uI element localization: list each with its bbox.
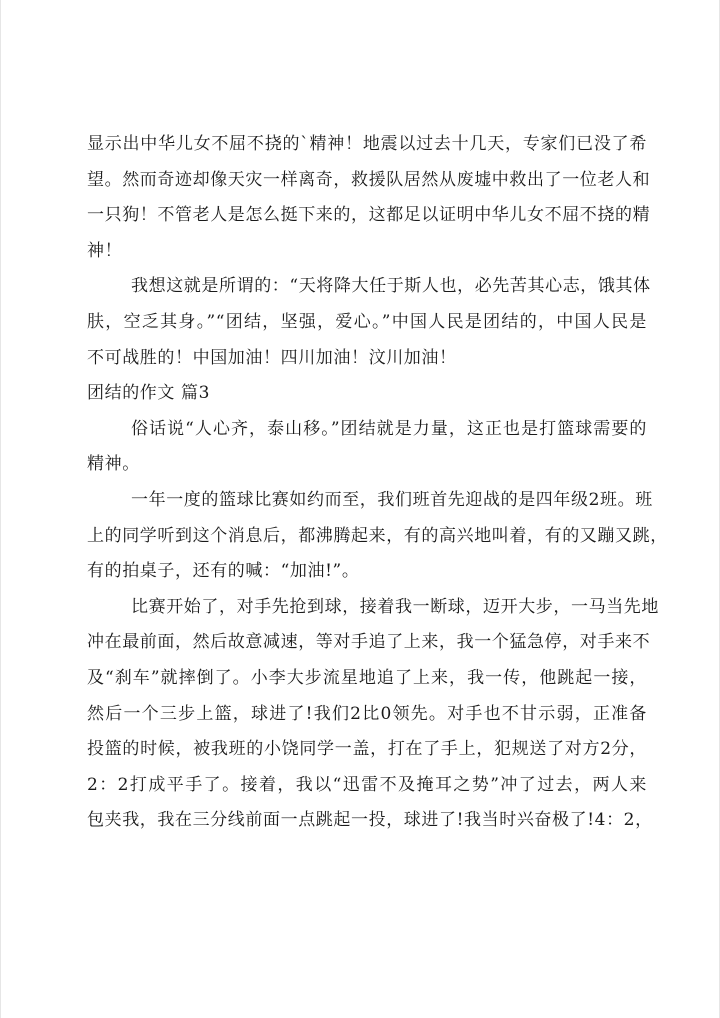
text-line: 不可战胜的！中国加油！四川加油！汶川加油！ [87, 347, 457, 368]
paragraph [87, 412, 647, 483]
text-line: 冲在最前面，然后故意减速，等对手追了上来，我一个猛急停，对手来不 [87, 632, 651, 653]
text-line: 望。然而奇迹却像天灾一样离奇，救援队居然从废墟中救出了一位老人和 [87, 169, 651, 190]
text-line: 有的拍桌子，还有的喊：“加油!”。 [87, 561, 360, 582]
text-line: 投篮的时候，被我班的小饶同学一盖，打在了手上，犯规送了对方2分， [87, 739, 647, 760]
text-line: 一只狗！不管老人是怎么挺下来的，这都足以证明中华儿女不屈不挠的精 [87, 205, 651, 226]
text-line: 显示出中华儿女不屈不挠的`精神！地震以过去十几天，专家们已没了希 [87, 134, 647, 154]
text-line: 上的同学听到这个消息后，都沸腾起来，有的高兴地叫着，有的又蹦又跳， [87, 525, 668, 546]
text-line: 比赛开始了，对手先抢到球，接着我一断球，迈开大步，一马当先地 [131, 596, 659, 617]
text-line: 我想这就是所谓的：“天将降大任于斯人也，必先苦其心志，饿其体 [131, 276, 651, 297]
section-heading [87, 376, 647, 412]
text-line: 及“刹车”就摔倒了。小李大步流星地追了上来，我一传，他跳起一接， [87, 667, 647, 688]
paragraph [87, 483, 668, 590]
text-line: 一年一度的篮球比赛如约而至，我们班首先迎战的是四年级2班。班 [131, 489, 653, 510]
text-line: 神！ [87, 240, 123, 261]
text-line: 俗话说“人心齐，泰山移。”团结就是力量，这正也是打篮球需要的 [131, 418, 647, 439]
paragraph [87, 127, 651, 269]
text-line: 精神。 [87, 454, 140, 475]
text-line: 2：2打成平手了。接着，我以“迅雷不及掩耳之势”冲了过去，两人来 [87, 774, 647, 795]
text-line: 包夹我，我在三分线前面一点跳起一投，球进了!我当时兴奋极了!4：2， [87, 810, 653, 831]
paragraph [87, 269, 651, 376]
document-body [87, 127, 668, 839]
text-line: 肤，空乏其身。”“团结，坚强，爱心。”中国人民是团结的，中国人民是 [87, 311, 647, 332]
paragraph [87, 590, 659, 839]
heading-text: 团结的作文 篇3 [87, 383, 211, 404]
text-line: 然后一个三步上篮，球进了!我们2比0领先。对手也不甘示弱，正准备 [87, 703, 647, 724]
